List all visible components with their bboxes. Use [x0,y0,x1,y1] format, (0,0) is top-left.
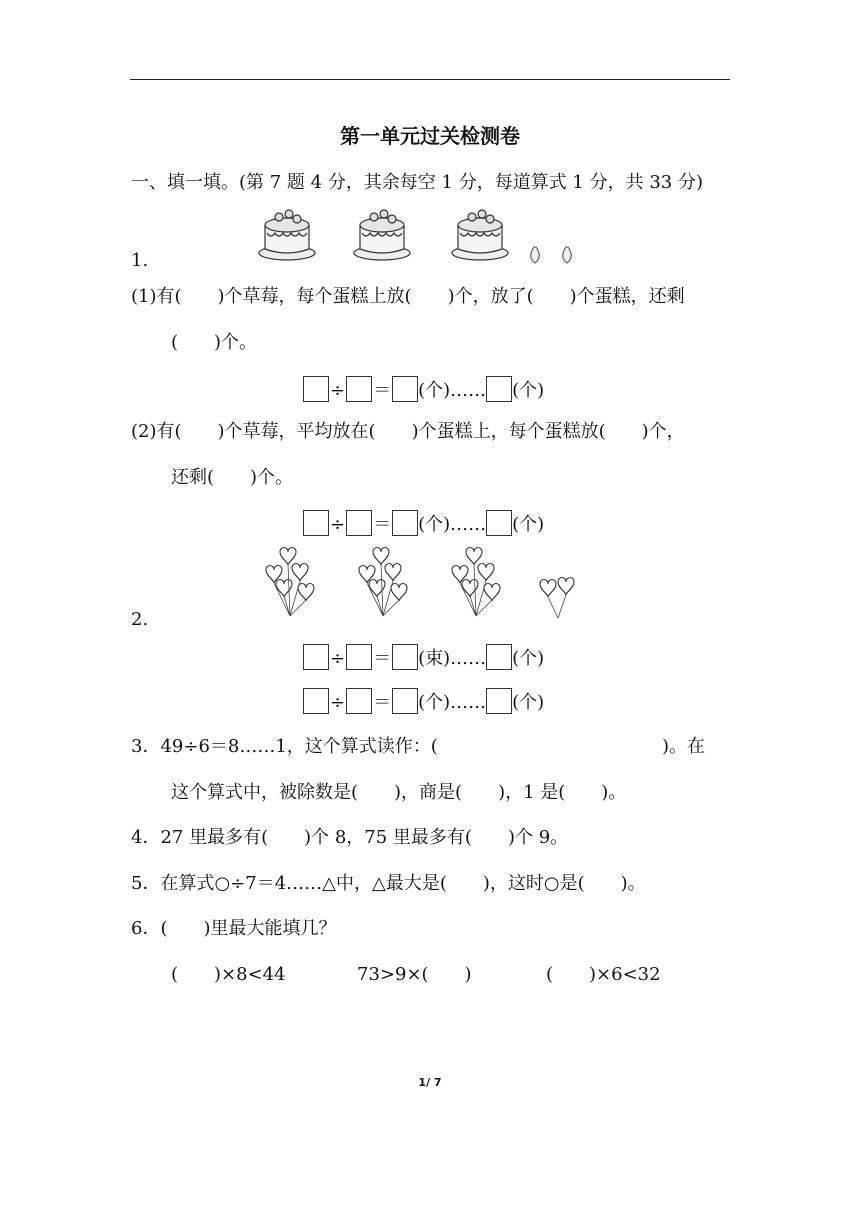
cake-icon [259,210,315,260]
question-6: 6．( )里最大能填几？ [131,918,337,939]
answer-box[interactable] [303,376,329,402]
question-1-number: 1. [131,250,149,271]
strawberry-icon [563,247,572,263]
question-1-part1-line2: ( )个。 [171,332,258,353]
question-1-part2-line1: (2)有( )个草莓，平均放在( )个蛋糕上，每个蛋糕放( )个， [131,421,685,442]
answer-box[interactable] [486,644,512,670]
equation-row: ÷ ＝ (个) …… (个) [303,506,544,536]
heart-balloon-bunch [452,548,500,617]
answer-box[interactable] [486,510,512,536]
answer-box[interactable] [346,376,372,402]
question-1-part1-line1: (1)有( )个草莓，每个蛋糕上放( )个，放了( )个蛋糕，还剩 [131,286,685,307]
heart-balloon-bunch [266,548,314,617]
answer-box[interactable] [303,510,329,536]
answer-box[interactable] [392,688,418,714]
question-5: 5．在算式○÷7＝4……△中，△最大是( )，这时○是( )。 [131,873,646,894]
answer-box[interactable] [346,644,372,670]
question-6-item: ( )×8<44 [171,964,286,985]
header-rule [130,79,730,80]
question-3-line1: 3．49÷6＝8……1，这个算式读作：( [131,736,438,757]
answer-box[interactable] [486,688,512,714]
cake-icon [354,210,410,260]
heart-balloons-image [262,544,592,626]
section-heading: 一、填一填。(第 7 题 4 分，其余每空 1 分，每道算式 1 分，共 33 分) [131,172,703,193]
answer-box[interactable] [346,688,372,714]
answer-box[interactable] [392,644,418,670]
cakes-strawberries-image [255,205,595,267]
heart-balloon-pair [540,578,574,619]
question-1-part2-line2: 还剩( )个。 [171,467,294,488]
strawberry-icon [531,247,540,263]
question-6-item: 73>9×( ) [357,964,472,985]
equation-row: ÷ ＝ (束) …… (个) [303,640,544,670]
answer-box[interactable] [346,510,372,536]
cake-icon [452,210,508,260]
equation-row: ÷ ＝ (个) …… (个) [303,684,544,714]
answer-box[interactable] [392,376,418,402]
answer-box[interactable] [486,376,512,402]
heart-balloon-bunch [359,548,407,617]
question-6-item: ( )×6<32 [546,964,661,985]
question-4: 4．27 里最多有( )个 8，75 里最多有( )个 9。 [131,827,569,848]
question-3-line1-end: )。在 [662,736,706,757]
equation-row: ÷ ＝ (个) …… (个) [303,372,544,402]
answer-box[interactable] [303,688,329,714]
question-2-number: 2. [131,609,149,630]
answer-box[interactable] [392,510,418,536]
page-title: 第一单元过关检测卷 [340,124,520,148]
question-3-line2: 这个算式中，被除数是( )，商是( )，1 是( )。 [171,782,627,803]
answer-box[interactable] [303,644,329,670]
page-number: 1/ 7 [418,1076,442,1089]
